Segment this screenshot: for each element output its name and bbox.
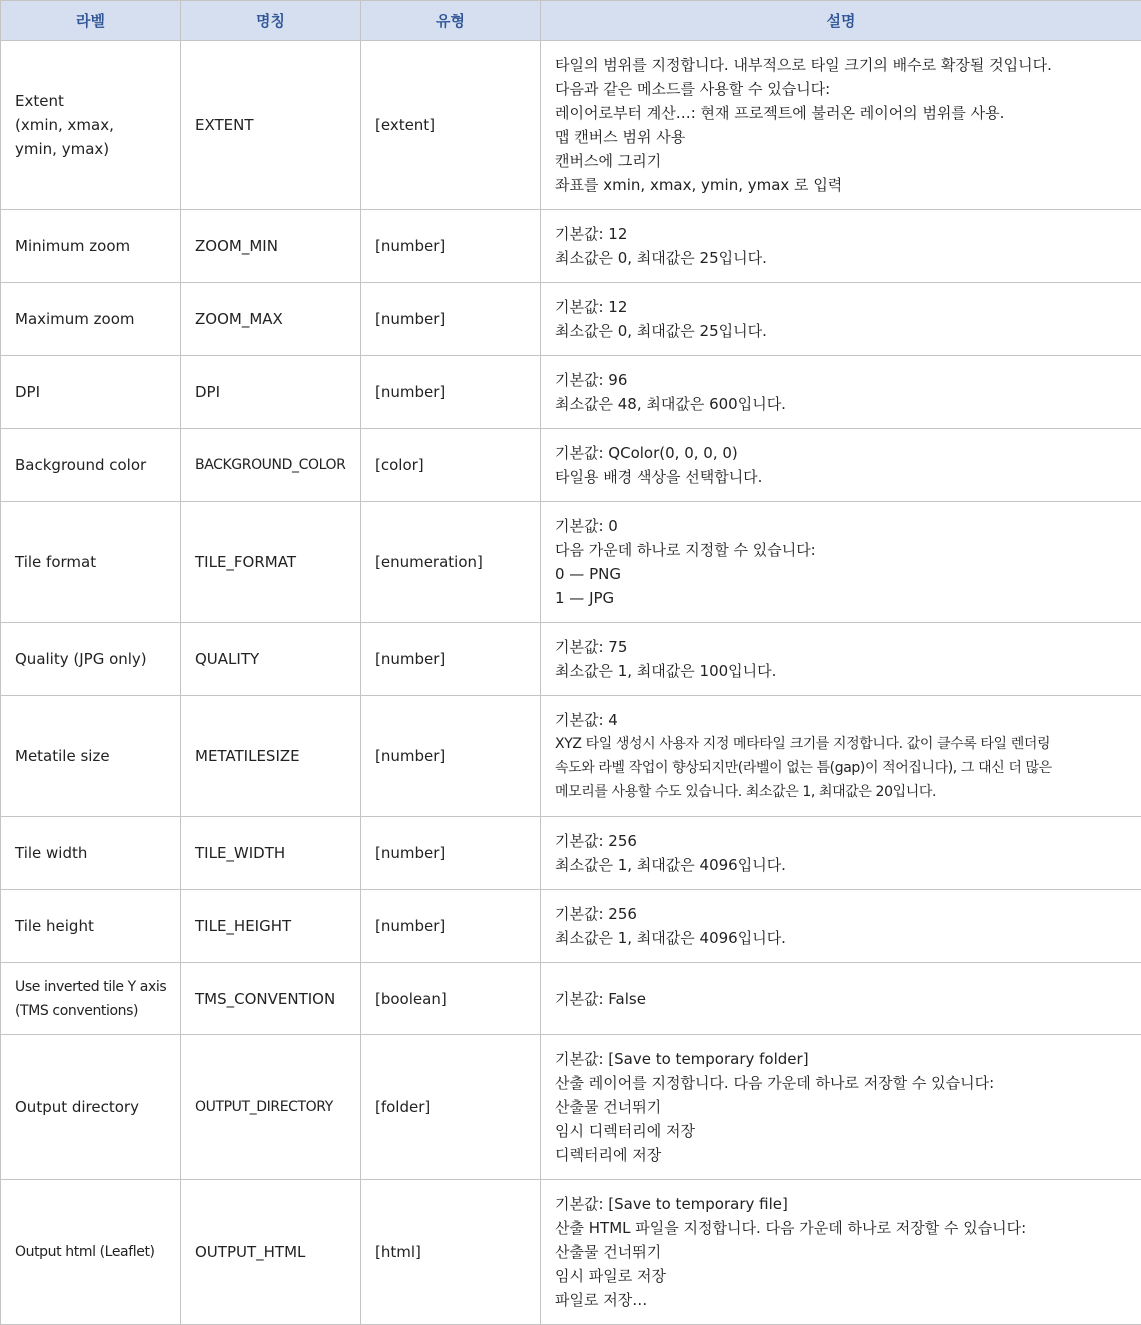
- desc-line: 맵 캔버스 범위 사용: [555, 125, 1131, 149]
- cell-description: [541, 283, 1141, 356]
- label-line: (TMS conventions): [15, 999, 170, 1023]
- cell-description: [541, 696, 1141, 817]
- cell-label: [1, 623, 181, 696]
- cell-description: [541, 502, 1141, 623]
- cell-label: [1, 1035, 181, 1180]
- table-header: [1, 1, 1141, 41]
- cell-description: [541, 890, 1141, 963]
- label-line: (xmin, xmax,: [15, 113, 170, 137]
- cell-type: [boolean]: [361, 963, 541, 1035]
- label-line: Background color: [15, 453, 170, 477]
- cell-type: [enumeration]: [361, 502, 541, 623]
- cell-type: [number]: [361, 283, 541, 356]
- desc-line: 좌표를 xmin, xmax, ymin, ymax 로 입력: [555, 173, 1131, 197]
- cell-type: [folder]: [361, 1035, 541, 1180]
- cell-name: ZOOM_MIN: [181, 210, 361, 283]
- header-name: 명칭: [181, 1, 361, 41]
- cell-description: [541, 1180, 1141, 1325]
- desc-line: 최소값은 1, 최대값은 4096입니다.: [555, 853, 1131, 877]
- cell-name: TILE_HEIGHT: [181, 890, 361, 963]
- cell-name: ZOOM_MAX: [181, 283, 361, 356]
- label-line: Tile height: [15, 914, 170, 938]
- desc-line: 기본값: 96: [555, 368, 1131, 392]
- cell-description: [541, 429, 1141, 502]
- label-line: Output html (Leaflet): [15, 1240, 170, 1264]
- desc-line: 0 — PNG: [555, 562, 1131, 586]
- cell-name: DPI: [181, 356, 361, 429]
- desc-line: 기본값: 75: [555, 635, 1131, 659]
- label-line: Extent: [15, 89, 170, 113]
- desc-line: 캔버스에 그리기: [555, 149, 1131, 173]
- cell-type: [number]: [361, 817, 541, 890]
- cell-name: TMS_CONVENTION: [181, 963, 361, 1035]
- desc-line: 기본값: [Save to temporary folder]: [555, 1047, 1131, 1071]
- desc-line: 임시 디렉터리에 저장: [555, 1119, 1131, 1143]
- desc-line: 타일의 범위를 지정합니다. 내부적으로 타일 크기의 배수로 확장될 것입니다.: [555, 53, 1131, 77]
- header-type: 유형: [361, 1, 541, 41]
- cell-name: OUTPUT_HTML: [181, 1180, 361, 1325]
- table-row: [1, 963, 1141, 1035]
- table-row: [1, 283, 1141, 356]
- cell-label: [1, 356, 181, 429]
- cell-type: [html]: [361, 1180, 541, 1325]
- header-description: 설명: [541, 1, 1141, 41]
- table-row: [1, 890, 1141, 963]
- desc-line: 기본값: False: [555, 987, 1131, 1011]
- label-line: Output directory: [15, 1095, 170, 1119]
- desc-line: 산출물 건너뛰기: [555, 1095, 1131, 1119]
- cell-label: [1, 890, 181, 963]
- cell-description: [541, 623, 1141, 696]
- desc-line: 산출 HTML 파일을 지정합니다. 다음 가운데 하나로 저장할 수 있습니다:: [555, 1216, 1131, 1240]
- cell-label: [1, 1180, 181, 1325]
- label-line: Maximum zoom: [15, 307, 170, 331]
- cell-label: [1, 963, 181, 1035]
- desc-line: 파일로 저장…: [555, 1288, 1131, 1312]
- desc-line: 다음 가운데 하나로 지정할 수 있습니다:: [555, 538, 1131, 562]
- cell-type: [number]: [361, 210, 541, 283]
- desc-line: 디렉터리에 저장: [555, 1143, 1131, 1167]
- table-row: [1, 502, 1141, 623]
- table-row: [1, 623, 1141, 696]
- cell-label: [1, 210, 181, 283]
- desc-line: 기본값: 0: [555, 514, 1131, 538]
- desc-line: 최소값은 1, 최대값은 4096입니다.: [555, 926, 1131, 950]
- desc-line: 최소값은 1, 최대값은 100입니다.: [555, 659, 1131, 683]
- table-row: [1, 356, 1141, 429]
- label-line: Tile format: [15, 550, 170, 574]
- table-row: [1, 1035, 1141, 1180]
- header-label: 라벨: [1, 1, 181, 41]
- label-line: Quality (JPG only): [15, 647, 170, 671]
- cell-description: [541, 210, 1141, 283]
- cell-type: [color]: [361, 429, 541, 502]
- cell-label: [1, 696, 181, 817]
- label-line: DPI: [15, 380, 170, 404]
- desc-line: 기본값: 12: [555, 222, 1131, 246]
- table-row: [1, 41, 1141, 210]
- table-row: [1, 1180, 1141, 1325]
- cell-label: [1, 502, 181, 623]
- desc-line: 산출물 건너뛰기: [555, 1240, 1131, 1264]
- desc-line: 기본값: [Save to temporary file]: [555, 1192, 1131, 1216]
- cell-description: [541, 817, 1141, 890]
- desc-line: 기본값: 12: [555, 295, 1131, 319]
- table-row: [1, 210, 1141, 283]
- cell-name: QUALITY: [181, 623, 361, 696]
- table-row: [1, 817, 1141, 890]
- cell-description: [541, 356, 1141, 429]
- desc-line: XYZ 타일 생성시 사용자 지정 메타타일 크기를 지정합니다. 값이 클수록 타일 렌더링: [555, 732, 1131, 756]
- table-row: [1, 429, 1141, 502]
- label-line: Tile width: [15, 841, 170, 865]
- table-body: [1, 41, 1141, 1325]
- label-line: ymin, ymax): [15, 137, 170, 161]
- cell-name: OUTPUT_DIRECTORY: [181, 1035, 361, 1180]
- desc-line: 기본값: 256: [555, 829, 1131, 853]
- cell-label: [1, 283, 181, 356]
- desc-line: 기본값: QColor(0, 0, 0, 0): [555, 441, 1131, 465]
- cell-name: BACKGROUND_COLOR: [181, 429, 361, 502]
- desc-line: 최소값은 0, 최대값은 25입니다.: [555, 319, 1131, 343]
- desc-line: 타일용 배경 색상을 선택합니다.: [555, 465, 1131, 489]
- desc-line: 다음과 같은 메소드를 사용할 수 있습니다:: [555, 77, 1131, 101]
- desc-line: 레이어로부터 계산…: 현재 프로젝트에 불러온 레이어의 범위를 사용.: [555, 101, 1131, 125]
- desc-line: 기본값: 4: [555, 708, 1131, 732]
- cell-type: [number]: [361, 623, 541, 696]
- cell-label: [1, 429, 181, 502]
- cell-name: EXTENT: [181, 41, 361, 210]
- label-line: Metatile size: [15, 744, 170, 768]
- cell-name: TILE_WIDTH: [181, 817, 361, 890]
- table-row: [1, 696, 1141, 817]
- desc-line: 임시 파일로 저장: [555, 1264, 1131, 1288]
- desc-line: 1 — JPG: [555, 586, 1131, 610]
- cell-label: [1, 41, 181, 210]
- label-line: Use inverted tile Y axis: [15, 975, 170, 999]
- desc-line: 최소값은 0, 최대값은 25입니다.: [555, 246, 1131, 270]
- cell-type: [number]: [361, 696, 541, 817]
- header-row: [1, 1, 1141, 41]
- cell-type: [extent]: [361, 41, 541, 210]
- label-line: Minimum zoom: [15, 234, 170, 258]
- cell-description: [541, 963, 1141, 1035]
- cell-description: [541, 41, 1141, 210]
- desc-line: 메모리를 사용할 수도 있습니다. 최소값은 1, 최대값은 20입니다.: [555, 780, 1131, 804]
- cell-label: [1, 817, 181, 890]
- cell-type: [number]: [361, 890, 541, 963]
- desc-line: 산출 레이어를 지정합니다. 다음 가운데 하나로 저장할 수 있습니다:: [555, 1071, 1131, 1095]
- cell-type: [number]: [361, 356, 541, 429]
- cell-name: METATILESIZE: [181, 696, 361, 817]
- cell-name: TILE_FORMAT: [181, 502, 361, 623]
- desc-line: 최소값은 48, 최대값은 600입니다.: [555, 392, 1131, 416]
- desc-line: 기본값: 256: [555, 902, 1131, 926]
- cell-description: [541, 1035, 1141, 1180]
- desc-line: 속도와 라벨 작업이 향상되지만(라벨이 없는 틈(gap)이 적어집니다), 그 대신 더 많은: [555, 756, 1131, 780]
